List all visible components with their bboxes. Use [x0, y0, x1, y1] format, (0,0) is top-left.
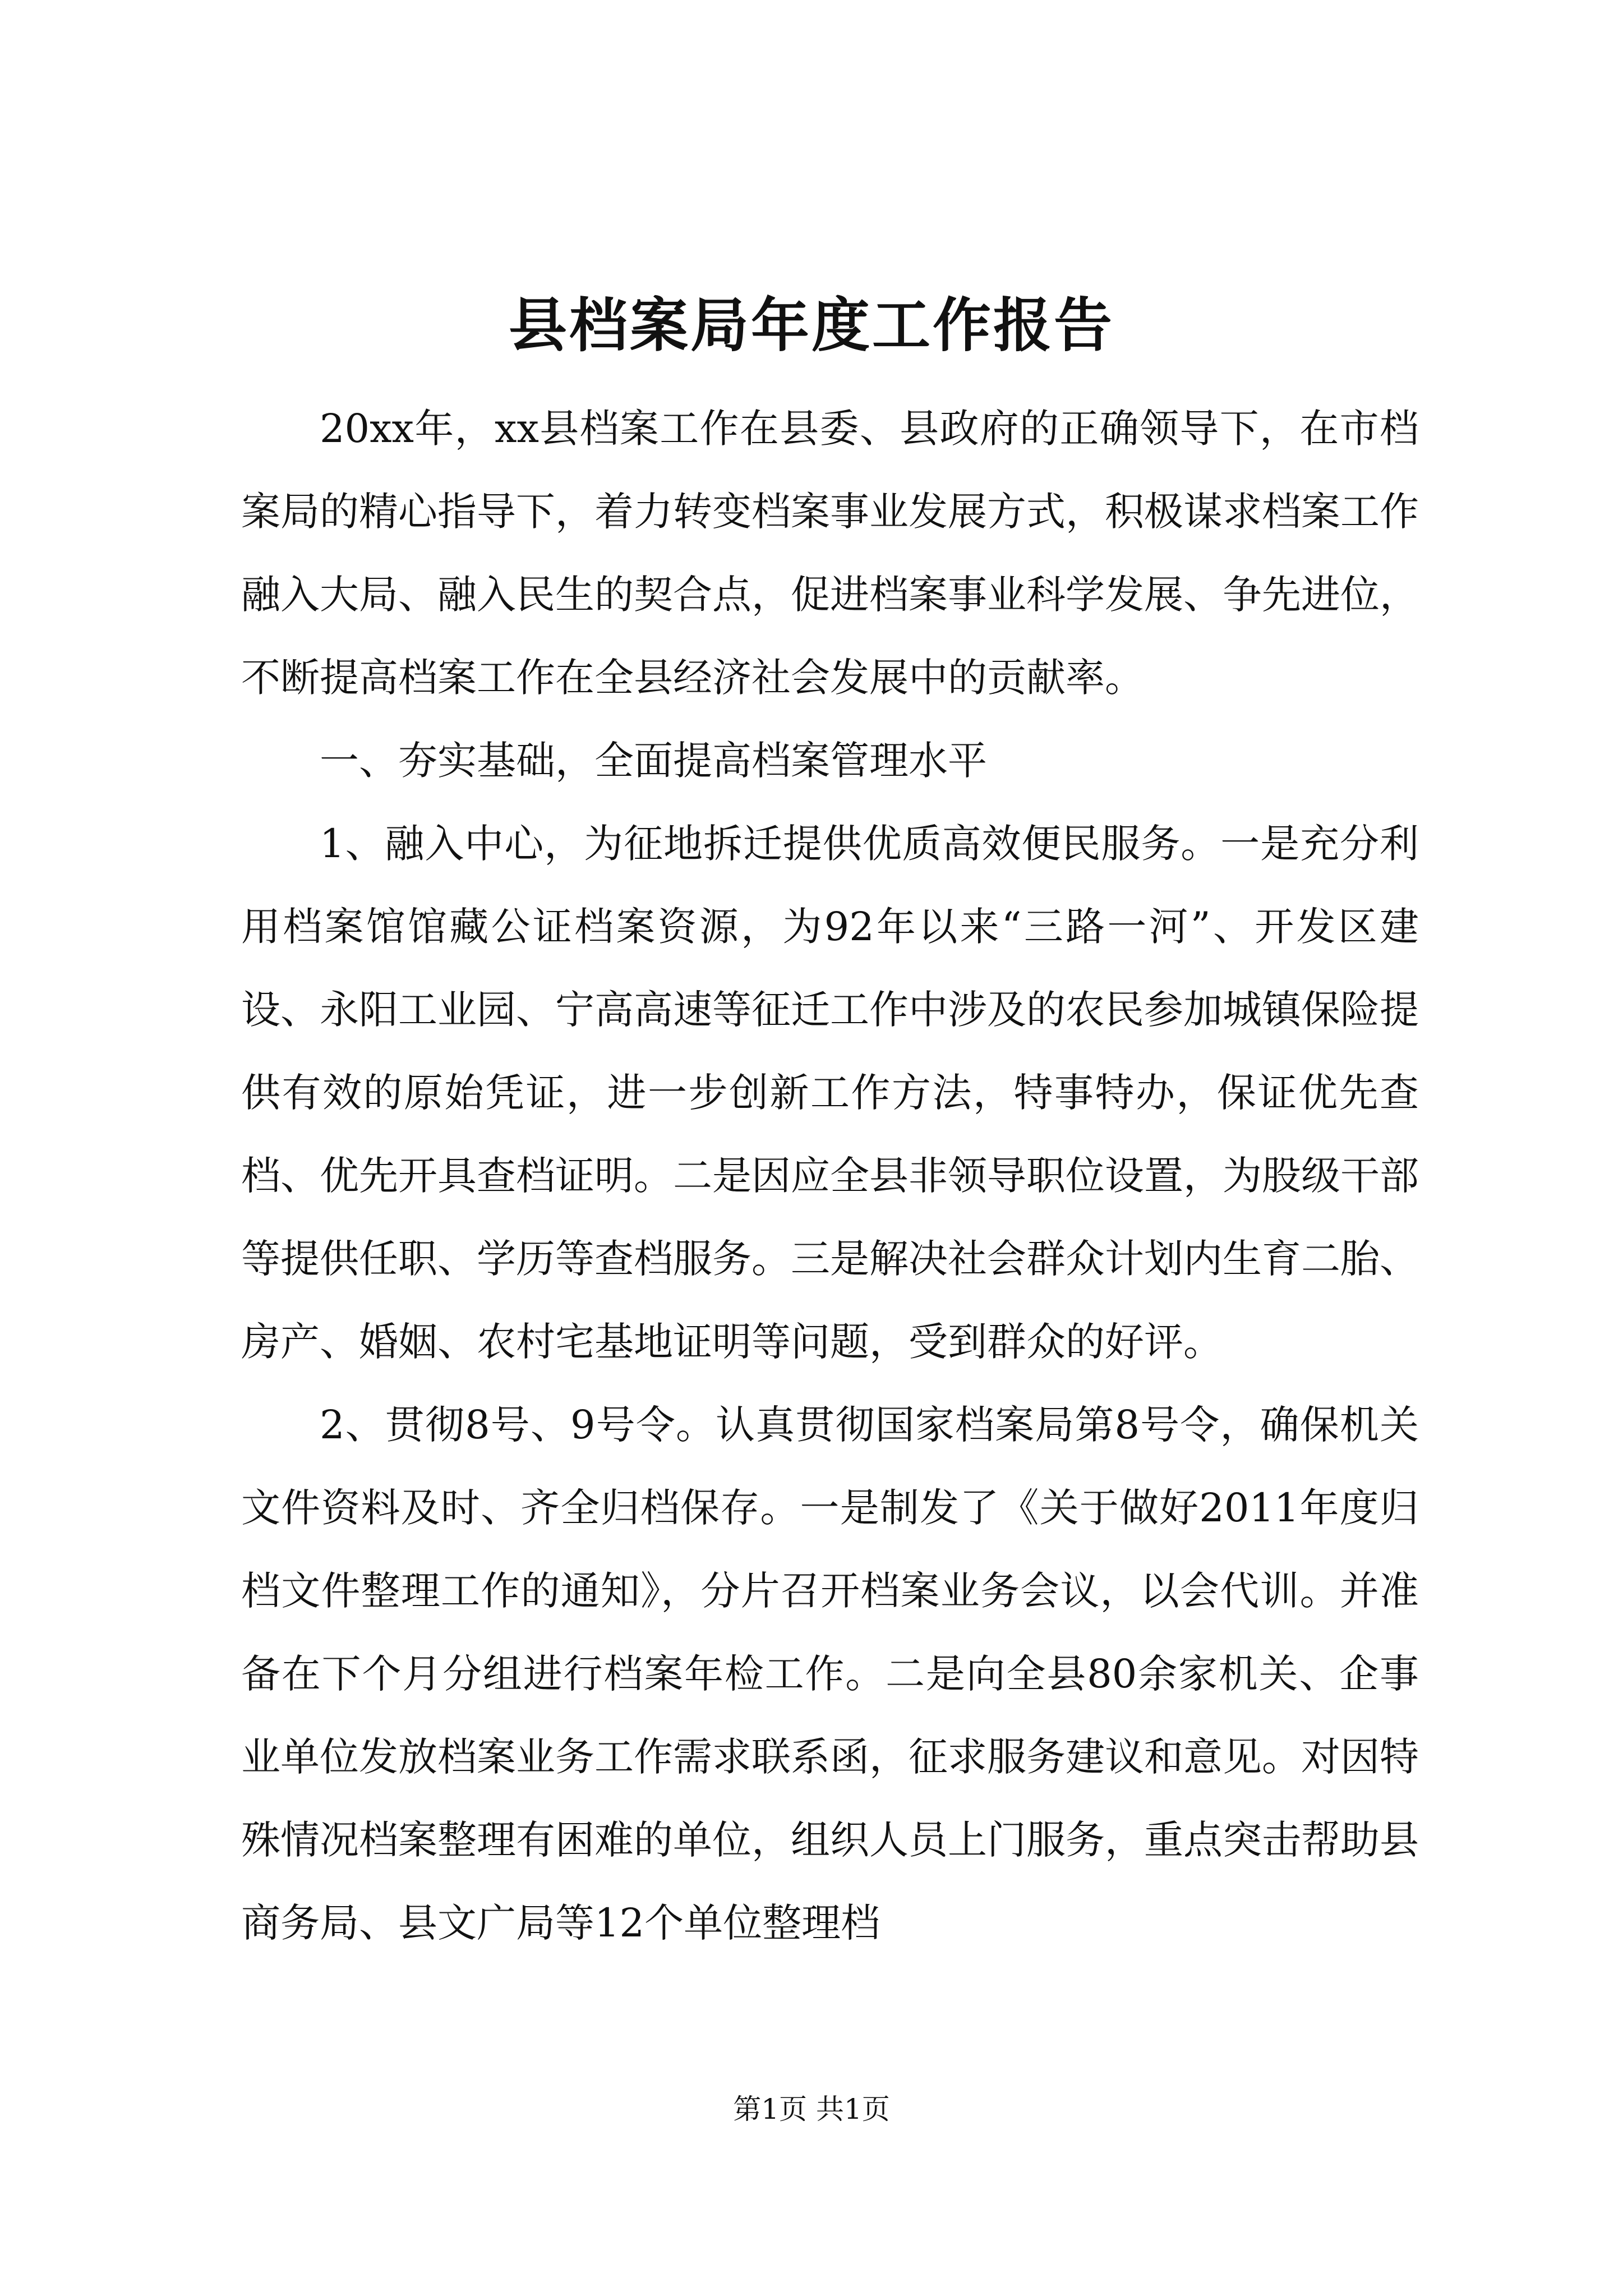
paragraph-item-1: 1、融入中心，为征地拆迁提供优质高效便民服务。一是充分利用档案馆馆藏公证档案资源，为92年以来“三路一河”、开发区建设、永阳工业园、宁高高速等征迁工作中涉及的农民参加城镇保险提供有效的原始凭证，进一步创新工作方法，特事特办，保证优先查档、优先开具查档证明。二是因应全县非领导职位设置，为股级干部等提供任职、学历等查档服务。三是解决社会群众计划内生育二胎、房产、婚姻、农村宅基地证明等问题，受到群众的好评。 — [241, 821, 1419, 1365]
document-body — [241, 387, 1419, 1964]
section-heading-1: 一、夯实基础，全面提高档案管理水平 — [320, 738, 987, 784]
paragraph-item-2: 2、贯彻8号、9号令。认真贯彻国家档案局第8号令，确保机关文件资料及时、齐全归档保存。一是制发了《关于做好2011年度归档文件整理工作的通知》，分片召开档案业务会议，以会代训。并准备在下个月分组进行档案年检工作。二是向全县80余家机关、企事业单位发放档案业务工作需求联系函，征求服务建议和意见。对因特殊情况档案整理有困难的单位，组织人员上门服务，重点突击帮助县商务局、县文广局等12个单位整理档 — [241, 1402, 1419, 1946]
paragraph-intro: 20xx年，xx县档案工作在县委、县政府的正确领导下，在市档案局的精心指导下，着力转变档案事业发展方式，积极谋求档案工作融入大局、融入民生的契合点，促进档案事业科学发展、争先进位，不断提高档案工作在全县经济社会发展中的贡献率。 — [241, 406, 1419, 701]
page-footer: 第1页 共1页 — [733, 2093, 890, 2125]
document-title: 县档案局年度工作报告 — [508, 291, 1114, 360]
